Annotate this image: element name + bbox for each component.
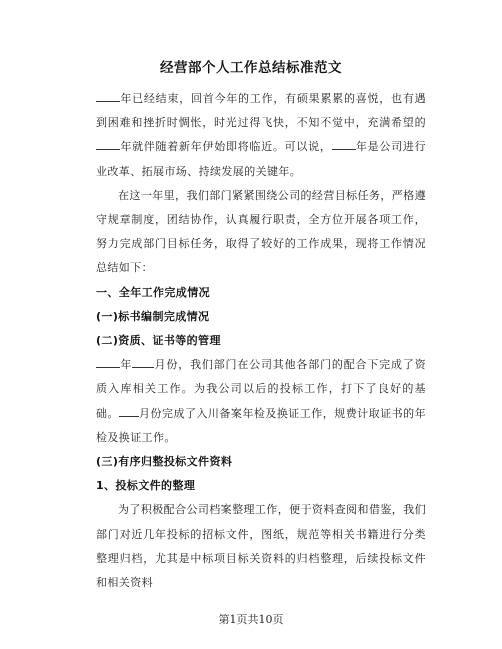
fill-blank [119, 405, 139, 417]
section-heading-1: 一、全年工作完成情况 [96, 285, 210, 299]
fill-blank [96, 90, 120, 102]
fill-blank [332, 138, 356, 150]
paragraph-intro-text-c: 年是公司进行业改革、拓展市场、持续发展的关键年。 [96, 140, 426, 178]
section-heading-4: (三)有序归整投标文件资料 [96, 455, 233, 469]
fill-blank [132, 356, 154, 368]
section-heading-5: 1、投标文件的整理 [96, 479, 196, 493]
section-heading-2: (一)标书编制完成情况 [96, 309, 210, 323]
paragraph-qualification-text-a: 年 [120, 358, 133, 372]
paragraph-qualification [96, 353, 426, 450]
fill-blank [96, 138, 120, 150]
paragraph-archive: 为了积极配合公司档案整理工作，便于资料查阅和借鉴，我们部门对近几年投标的招标文件，图纸，规范等相关书籍进行分类整理归档，尤其是中标项目标关资料的归档整理，后续投标文件和相关资料 [96, 503, 426, 590]
paragraph-qualification-text-b: 月份，我们部门在公司其他各部门的配合下完成了资质入库相关工作。为我公司以后的投标工作，打下了良好的基础。 [96, 358, 426, 420]
paragraph-intro [96, 87, 426, 184]
paragraph-intro-text-a: 年已经结束，回首今年的工作，有硕果累累的喜悦，也有遇到困难和挫折时惆怅，时光过得飞快，不知不觉中，充满希望的 [96, 92, 426, 130]
page-number: 第1页共10页 [218, 613, 284, 626]
document-body [96, 87, 426, 595]
fill-blank [96, 356, 120, 368]
paragraph-qualification-text-c: 月份完成了入川备案年检及换证工作，规费计取证书的年检及换证工作。 [96, 406, 426, 444]
section-heading-3: (二)资质、证书等的管理 [96, 334, 221, 348]
document-title: 经营部个人工作总结标准范文 [160, 60, 342, 76]
paragraph-intro-text-b: 年就伴随着新年伊始即将临近。可以说， [120, 140, 332, 154]
paragraph-summary: 在这一年里，我们部门紧紧围绕公司的经营目标任务，严格遵守规章制度，团结协作，认真履行职责，全方位开展各项工作，努力完成部门目标任务，取得了较好的工作成果，现将工作情况总结如下： [96, 188, 426, 275]
